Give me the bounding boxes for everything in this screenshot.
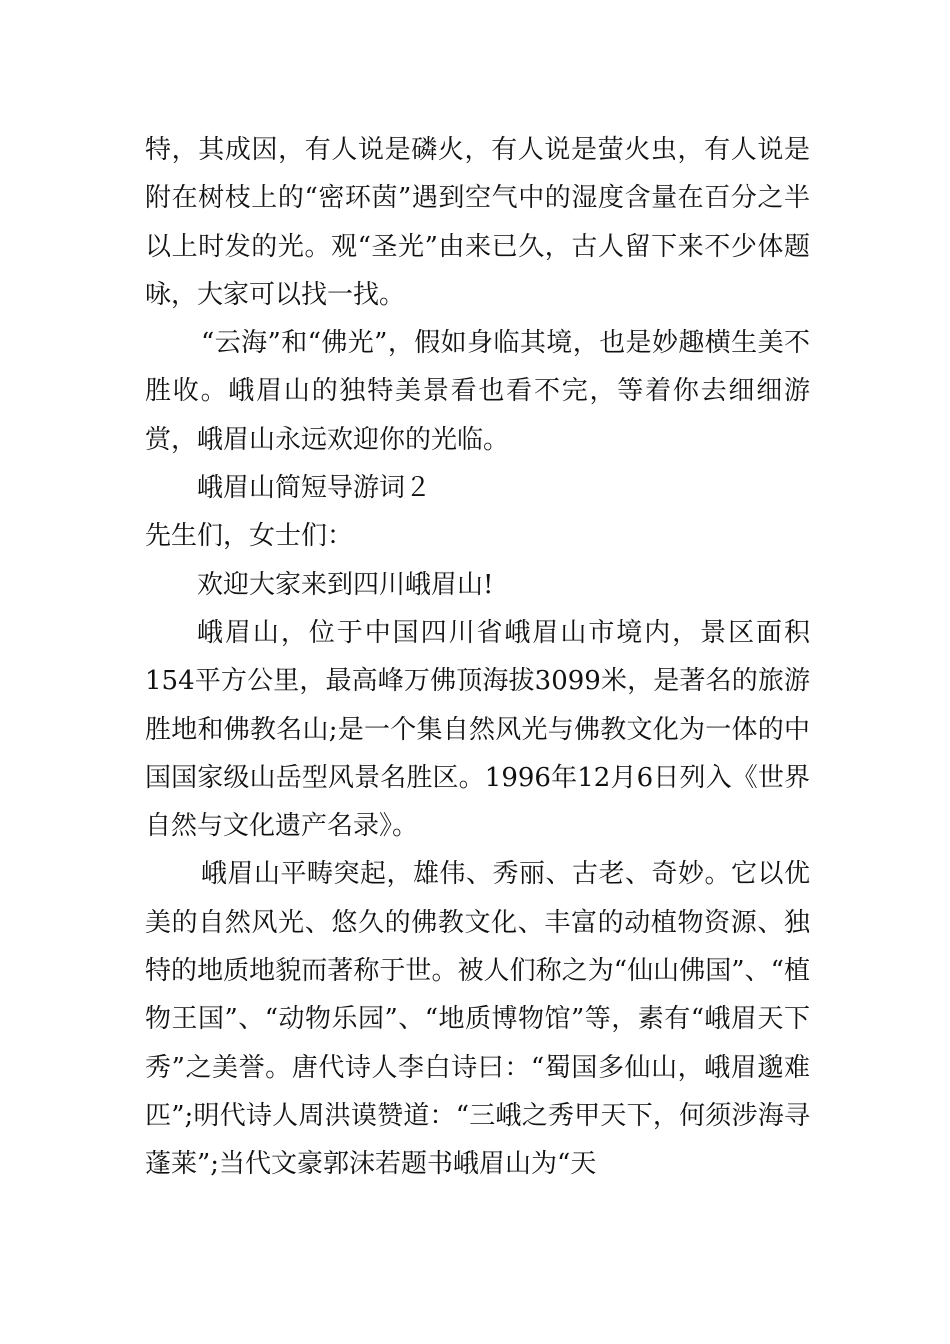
document-body xyxy=(145,126,810,1189)
paragraph-greeting: 先生们，女士们： xyxy=(145,521,354,552)
section-heading: 峨眉山简短导游词２ xyxy=(197,473,432,504)
paragraph-holy-light: 特，其成因，有人说是磷火，有人说是萤火虫，有人说是附在树枝上的“密环茵”遇到空气中的湿度含量在百分之半以上时发的光。观“圣光”由来已久，古人留下来不少体题咏，大家可以找一找。 xyxy=(145,135,810,310)
paragraph-cloud-sea: “云海”和“佛光”，假如身临其境，也是妙趣横生美不胜收。峨眉山的独特美景看也看不完，等着你去细细游赏，峨眉山永远欢迎你的光临。 xyxy=(145,328,810,455)
paragraph-welcome: 欢迎大家来到四川峨眉山! xyxy=(197,569,494,600)
paragraph-location: 峨眉山，位于中国四川省峨眉山市境内，景区面积154平方公里，最高峰万佛顶海拔3099米，是著名的旅游胜地和佛教名山;是一个集自然风光与佛教文化为一体的中国国家级山岳型风景名胜区。1996年12月6日列入《世界自然与文化遗产名录》。 xyxy=(145,617,810,842)
paragraph-features: 峨眉山平畴突起，雄伟、秀丽、古老、奇妙。它以优美的自然风光、悠久的佛教文化、丰富的动植物资源、独特的地质地貌而著称于世。被人们称之为“仙山佛国”、“植物王国”、“动物乐园”、“地质博物馆”等，素有“峨眉天下秀”之美誉。唐代诗人李白诗曰：“蜀国多仙山，峨眉邈难匹”;明代诗人周洪谟赞道：“三峨之秀甲天下，何须涉海寻蓬莱”;当代文豪郭沫若题书峨眉山为“天 xyxy=(145,859,810,1180)
